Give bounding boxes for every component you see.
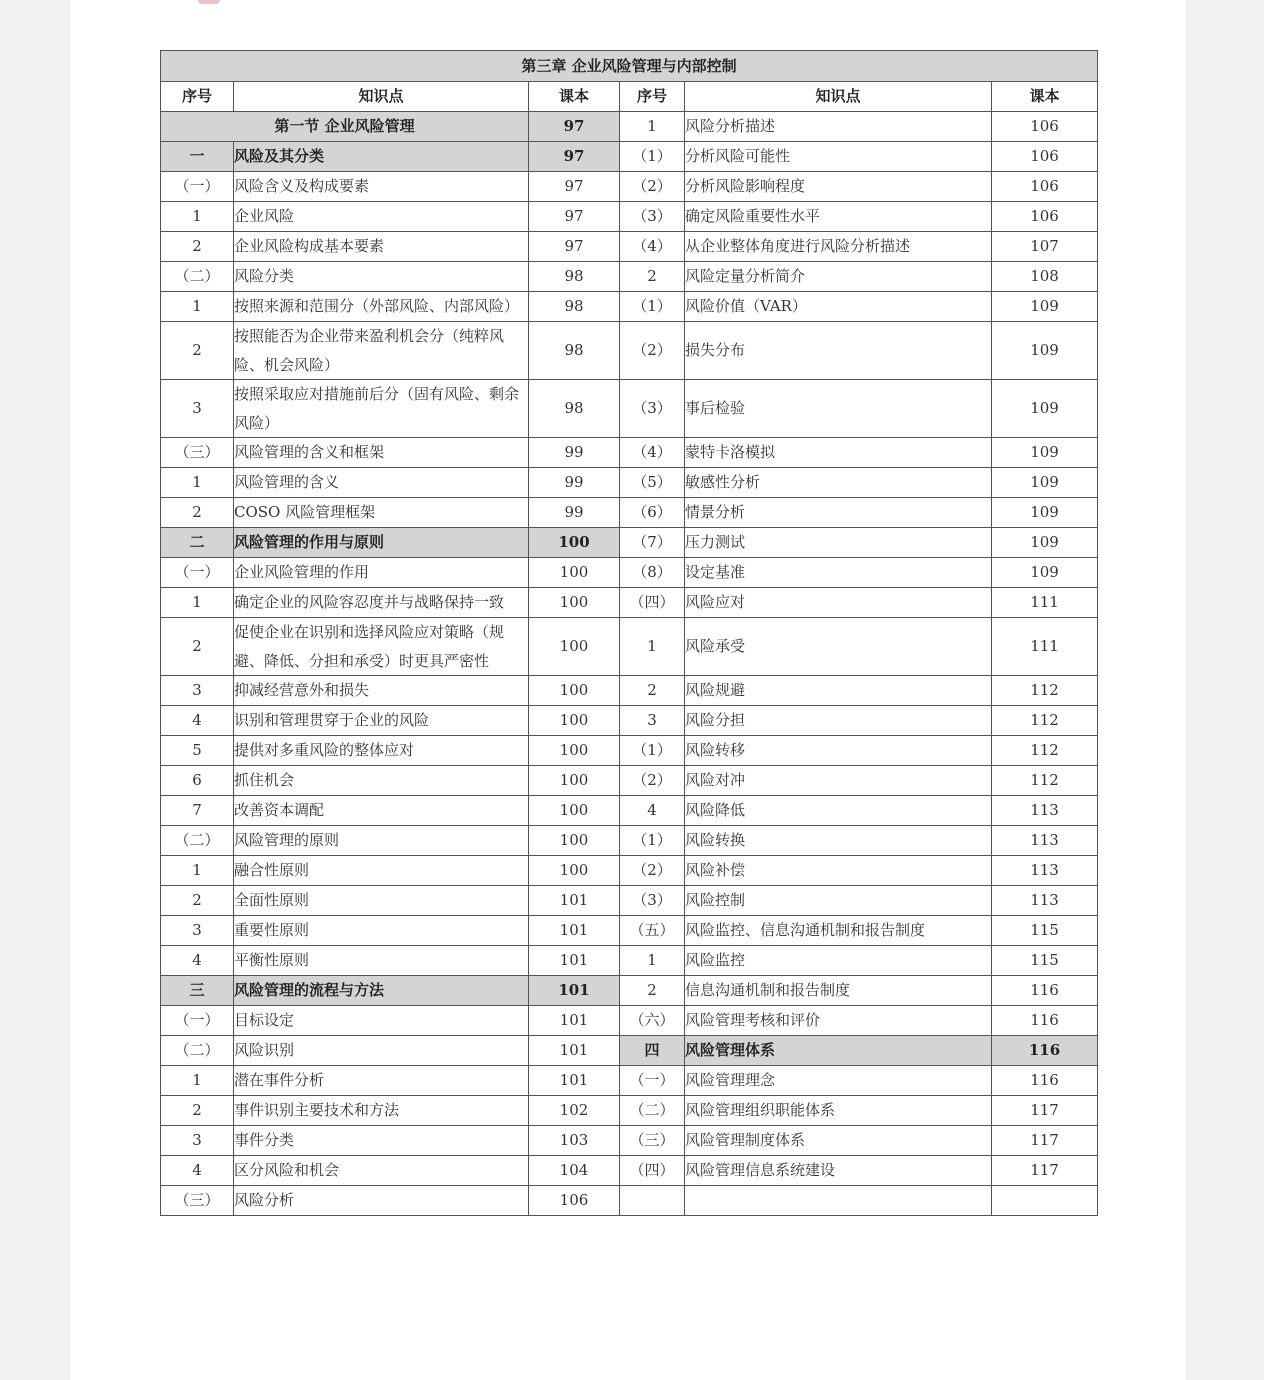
number-cell: （3） — [620, 202, 685, 232]
number-cell: （一） — [620, 1066, 685, 1096]
topic-cell: 风险管理制度体系 — [685, 1126, 992, 1156]
page-cell: 98 — [529, 292, 620, 322]
table-row — [161, 498, 1098, 528]
page-cell — [992, 1186, 1098, 1216]
number-cell: （五） — [620, 916, 685, 946]
number-cell: （4） — [620, 438, 685, 468]
topic-cell: 目标设定 — [234, 1006, 529, 1036]
number-cell: 2 — [161, 322, 234, 380]
number-cell: 2 — [620, 262, 685, 292]
number-cell: （2） — [620, 856, 685, 886]
topic-cell: 事件分类 — [234, 1126, 529, 1156]
topic-cell: 按照采取应对措施前后分（固有风险、剩余风险） — [234, 380, 529, 438]
topic-cell: 提供对多重风险的整体应对 — [234, 736, 529, 766]
topic-cell: 压力测试 — [685, 528, 992, 558]
topic-cell: 风险对冲 — [685, 766, 992, 796]
topic-cell: 风险监控 — [685, 946, 992, 976]
table-row — [161, 588, 1098, 618]
page-cell: 106 — [992, 202, 1098, 232]
topic-cell: 抑减经营意外和损失 — [234, 676, 529, 706]
number-cell: 5 — [161, 736, 234, 766]
topic-cell: 按照能否为企业带来盈利机会分（纯粹风险、机会风险） — [234, 322, 529, 380]
number-cell: 三 — [161, 976, 234, 1006]
number-cell: （二） — [161, 826, 234, 856]
topic-cell: 事后检验 — [685, 380, 992, 438]
page-cell: 109 — [992, 380, 1098, 438]
topic-cell: 风险含义及构成要素 — [234, 172, 529, 202]
page-cell: 101 — [529, 946, 620, 976]
number-cell: （六） — [620, 1006, 685, 1036]
col-header-left-no: 序号 — [161, 82, 234, 112]
topic-cell: 风险应对 — [685, 588, 992, 618]
page-cell: 112 — [992, 766, 1098, 796]
topic-cell: 按照来源和范围分（外部风险、内部风险） — [234, 292, 529, 322]
page-cell: 100 — [529, 676, 620, 706]
page-cell: 111 — [992, 618, 1098, 676]
table-row — [161, 292, 1098, 322]
number-cell: 6 — [161, 766, 234, 796]
page-cell: 100 — [529, 706, 620, 736]
page-cell: 101 — [529, 916, 620, 946]
page-cell: 100 — [529, 766, 620, 796]
col-header-right-topic: 知识点 — [685, 82, 992, 112]
table-row — [161, 468, 1098, 498]
page-cell: 100 — [529, 588, 620, 618]
page-cell: 116 — [992, 976, 1098, 1006]
page-cell: 115 — [992, 946, 1098, 976]
page-cell: 116 — [992, 1006, 1098, 1036]
topic-cell: 风险价值（VAR） — [685, 292, 992, 322]
topic-cell: 区分风险和机会 — [234, 1156, 529, 1186]
table-row — [161, 1156, 1098, 1186]
number-cell: 四 — [620, 1036, 685, 1066]
number-cell: 1 — [620, 946, 685, 976]
col-header-left-page: 课本 — [529, 82, 620, 112]
page-cell: 113 — [992, 826, 1098, 856]
page-cell: 116 — [992, 1036, 1098, 1066]
topic-cell: 风险管理体系 — [685, 1036, 992, 1066]
table-row — [161, 172, 1098, 202]
number-cell: （3） — [620, 886, 685, 916]
topic-cell: 风险管理的含义 — [234, 468, 529, 498]
table-row — [161, 112, 1098, 142]
number-cell: 4 — [161, 946, 234, 976]
page-cell: 97 — [529, 142, 620, 172]
topic-cell: 风险及其分类 — [234, 142, 529, 172]
number-cell: （5） — [620, 468, 685, 498]
topic-cell: 情景分析 — [685, 498, 992, 528]
table-row — [161, 202, 1098, 232]
number-cell: （2） — [620, 172, 685, 202]
topic-cell: 风险分担 — [685, 706, 992, 736]
topic-cell: 识别和管理贯穿于企业的风险 — [234, 706, 529, 736]
table-row — [161, 916, 1098, 946]
number-cell: （1） — [620, 736, 685, 766]
table-row — [161, 142, 1098, 172]
number-cell: 2 — [161, 232, 234, 262]
number-cell: 1 — [161, 202, 234, 232]
table-row — [161, 706, 1098, 736]
page-cell: 117 — [992, 1156, 1098, 1186]
topic-cell: 重要性原则 — [234, 916, 529, 946]
page-cell: 109 — [992, 498, 1098, 528]
topic-cell: 促使企业在识别和选择风险应对策略（规避、降低、分担和承受）时更具严密性 — [234, 618, 529, 676]
topic-cell: 风险定量分析简介 — [685, 262, 992, 292]
page-cell: 102 — [529, 1096, 620, 1126]
topic-cell: 信息沟通机制和报告制度 — [685, 976, 992, 1006]
chapter-title: 第三章 企业风险管理与内部控制 — [161, 51, 1098, 82]
col-header-right-no: 序号 — [620, 82, 685, 112]
col-header-left-topic: 知识点 — [234, 82, 529, 112]
page-cell: 117 — [992, 1126, 1098, 1156]
table-row — [161, 1126, 1098, 1156]
page-cell: 97 — [529, 202, 620, 232]
page-cell: 99 — [529, 468, 620, 498]
page-cell: 100 — [529, 618, 620, 676]
page-cell: 109 — [992, 292, 1098, 322]
page-cell: 101 — [529, 976, 620, 1006]
number-cell: （二） — [620, 1096, 685, 1126]
number-cell: 二 — [161, 528, 234, 558]
topic-cell: 企业风险 — [234, 202, 529, 232]
page-cell: 97 — [529, 112, 620, 142]
table-row — [161, 528, 1098, 558]
page-top-mark — [198, 0, 220, 4]
number-cell: （三） — [161, 438, 234, 468]
page-cell: 109 — [992, 322, 1098, 380]
table-row — [161, 232, 1098, 262]
page-cell: 112 — [992, 676, 1098, 706]
page-cell: 106 — [529, 1186, 620, 1216]
number-cell: 3 — [161, 676, 234, 706]
number-cell: 4 — [161, 706, 234, 736]
number-cell: 2 — [161, 498, 234, 528]
topic-cell: 抓住机会 — [234, 766, 529, 796]
page-cell: 98 — [529, 262, 620, 292]
topic-cell: 风险管理信息系统建设 — [685, 1156, 992, 1186]
table-row — [161, 380, 1098, 438]
topic-cell: 企业风险管理的作用 — [234, 558, 529, 588]
page-cell: 109 — [992, 558, 1098, 588]
topic-cell: 从企业整体角度进行风险分析描述 — [685, 232, 992, 262]
topic-cell: 风险监控、信息沟通机制和报告制度 — [685, 916, 992, 946]
table-row — [161, 796, 1098, 826]
table-row — [161, 1006, 1098, 1036]
table-row — [161, 262, 1098, 292]
page-cell: 106 — [992, 142, 1098, 172]
number-cell: 3 — [161, 916, 234, 946]
page-cell: 106 — [992, 172, 1098, 202]
topic-cell: 风险分类 — [234, 262, 529, 292]
number-cell: 3 — [620, 706, 685, 736]
number-cell: （7） — [620, 528, 685, 558]
page-cell: 97 — [529, 172, 620, 202]
number-cell: 4 — [620, 796, 685, 826]
number-cell — [620, 1186, 685, 1216]
topic-cell: 确定风险重要性水平 — [685, 202, 992, 232]
number-cell: 1 — [161, 588, 234, 618]
topic-cell: 风险转换 — [685, 826, 992, 856]
page-cell: 97 — [529, 232, 620, 262]
number-cell: 2 — [161, 886, 234, 916]
number-cell: 2 — [161, 618, 234, 676]
number-cell: 2 — [620, 676, 685, 706]
page-cell: 101 — [529, 1006, 620, 1036]
number-cell: （1） — [620, 142, 685, 172]
page-cell: 113 — [992, 886, 1098, 916]
topic-cell: 蒙特卡洛模拟 — [685, 438, 992, 468]
number-cell: 1 — [161, 856, 234, 886]
number-cell: 1 — [161, 1066, 234, 1096]
topic-cell: 风险补偿 — [685, 856, 992, 886]
page-cell: 98 — [529, 380, 620, 438]
table-row — [161, 1066, 1098, 1096]
topic-cell: 风险转移 — [685, 736, 992, 766]
table-row — [161, 618, 1098, 676]
topic-cell: 全面性原则 — [234, 886, 529, 916]
page-cell: 116 — [992, 1066, 1098, 1096]
page-cell: 100 — [529, 856, 620, 886]
number-cell: 2 — [161, 1096, 234, 1126]
topic-cell — [685, 1186, 992, 1216]
number-cell: 1 — [161, 292, 234, 322]
topic-cell: 风险管理的原则 — [234, 826, 529, 856]
number-cell: 1 — [161, 468, 234, 498]
topic-cell: 事件识别主要技术和方法 — [234, 1096, 529, 1126]
page-cell: 106 — [992, 112, 1098, 142]
number-cell: 3 — [161, 380, 234, 438]
page-cell: 109 — [992, 438, 1098, 468]
page-cell: 99 — [529, 498, 620, 528]
number-cell: （二） — [161, 262, 234, 292]
page-cell: 100 — [529, 826, 620, 856]
number-cell: （四） — [620, 588, 685, 618]
topic-cell: 企业风险构成基本要素 — [234, 232, 529, 262]
page-cell: 115 — [992, 916, 1098, 946]
topic-cell: 分析风险可能性 — [685, 142, 992, 172]
column-header-row — [161, 82, 1098, 112]
number-cell: （三） — [620, 1126, 685, 1156]
page-cell: 112 — [992, 736, 1098, 766]
topic-cell: 融合性原则 — [234, 856, 529, 886]
table-row — [161, 676, 1098, 706]
chapter-title-row — [161, 51, 1098, 82]
number-cell: 2 — [620, 976, 685, 1006]
table-row — [161, 438, 1098, 468]
page-cell: 109 — [992, 468, 1098, 498]
number-cell: （一） — [161, 558, 234, 588]
topic-cell: 设定基准 — [685, 558, 992, 588]
number-cell: （2） — [620, 322, 685, 380]
page-cell: 101 — [529, 1066, 620, 1096]
table-row — [161, 826, 1098, 856]
topic-cell: 风险分析 — [234, 1186, 529, 1216]
page-cell: 100 — [529, 796, 620, 826]
section-title-cell: 第一节 企业风险管理 — [161, 112, 529, 142]
table-row — [161, 322, 1098, 380]
number-cell: 3 — [161, 1126, 234, 1156]
number-cell: （三） — [161, 1186, 234, 1216]
topic-cell: 风险控制 — [685, 886, 992, 916]
number-cell: （2） — [620, 766, 685, 796]
topic-cell: 风险承受 — [685, 618, 992, 676]
topic-cell: 平衡性原则 — [234, 946, 529, 976]
topic-cell: 潜在事件分析 — [234, 1066, 529, 1096]
topic-cell: 风险识别 — [234, 1036, 529, 1066]
page-cell: 100 — [529, 558, 620, 588]
table-row — [161, 856, 1098, 886]
number-cell: 1 — [620, 618, 685, 676]
number-cell: （6） — [620, 498, 685, 528]
number-cell: 4 — [161, 1156, 234, 1186]
page-cell: 113 — [992, 856, 1098, 886]
table-row — [161, 558, 1098, 588]
table-row — [161, 736, 1098, 766]
col-header-right-page: 课本 — [992, 82, 1098, 112]
number-cell: （3） — [620, 380, 685, 438]
page-cell: 113 — [992, 796, 1098, 826]
topic-cell: 风险管理的含义和框架 — [234, 438, 529, 468]
number-cell: （二） — [161, 1036, 234, 1066]
topic-cell: COSO 风险管理框架 — [234, 498, 529, 528]
toc-body — [161, 112, 1098, 1216]
number-cell: 1 — [620, 112, 685, 142]
topic-cell: 改善资本调配 — [234, 796, 529, 826]
topic-cell: 风险分析描述 — [685, 112, 992, 142]
table-row — [161, 1186, 1098, 1216]
topic-cell: 风险管理的流程与方法 — [234, 976, 529, 1006]
page-cell: 101 — [529, 1036, 620, 1066]
topic-cell: 风险管理考核和评价 — [685, 1006, 992, 1036]
table-row — [161, 766, 1098, 796]
page-cell: 117 — [992, 1096, 1098, 1126]
topic-cell: 风险规避 — [685, 676, 992, 706]
number-cell: （一） — [161, 172, 234, 202]
page-cell: 112 — [992, 706, 1098, 736]
number-cell: 7 — [161, 796, 234, 826]
number-cell: （8） — [620, 558, 685, 588]
page-cell: 101 — [529, 886, 620, 916]
page-cell: 98 — [529, 322, 620, 380]
table-row — [161, 976, 1098, 1006]
page-cell: 103 — [529, 1126, 620, 1156]
table-row — [161, 1036, 1098, 1066]
table-row — [161, 946, 1098, 976]
topic-cell: 分析风险影响程度 — [685, 172, 992, 202]
toc-table — [160, 50, 1098, 1216]
topic-cell: 风险管理理念 — [685, 1066, 992, 1096]
table-row — [161, 1096, 1098, 1126]
topic-cell: 风险降低 — [685, 796, 992, 826]
topic-cell: 风险管理的作用与原则 — [234, 528, 529, 558]
number-cell: （4） — [620, 232, 685, 262]
number-cell: 一 — [161, 142, 234, 172]
topic-cell: 确定企业的风险容忍度并与战略保持一致 — [234, 588, 529, 618]
page-cell: 107 — [992, 232, 1098, 262]
topic-cell: 损失分布 — [685, 322, 992, 380]
table-row — [161, 886, 1098, 916]
page-cell: 100 — [529, 528, 620, 558]
page-cell: 111 — [992, 588, 1098, 618]
page-cell: 109 — [992, 528, 1098, 558]
page-cell: 104 — [529, 1156, 620, 1186]
page-cell: 99 — [529, 438, 620, 468]
topic-cell: 敏感性分析 — [685, 468, 992, 498]
number-cell: （一） — [161, 1006, 234, 1036]
page-cell: 108 — [992, 262, 1098, 292]
number-cell: （1） — [620, 292, 685, 322]
page-cell: 100 — [529, 736, 620, 766]
number-cell: （四） — [620, 1156, 685, 1186]
topic-cell: 风险管理组织职能体系 — [685, 1096, 992, 1126]
number-cell: （1） — [620, 826, 685, 856]
